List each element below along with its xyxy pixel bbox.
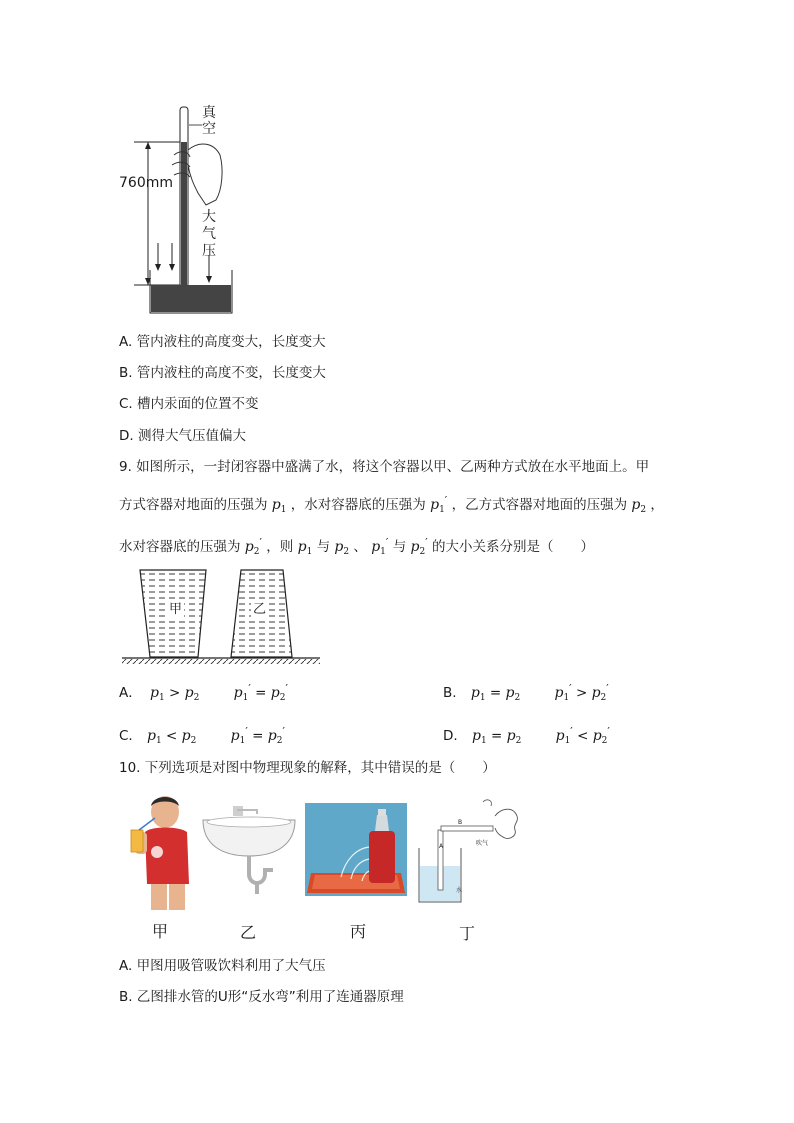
q9-option-b-rel2: > <box>575 685 588 701</box>
q8-option-d: D. 测得大气压值偏大 <box>119 428 246 444</box>
beaker-label-a: A <box>439 843 444 850</box>
q9-line2-part-d: ， <box>650 497 664 513</box>
caption-bing: 丙 <box>350 922 367 941</box>
q9-option-b: B. $p_1 = p_2$ $p_1' > p_2'$ <box>443 682 609 703</box>
q9-p1: $p_1$ <box>271 497 287 515</box>
q9-option-d-label: D. <box>443 728 458 744</box>
height-label: 760mm <box>119 175 173 191</box>
container-label-jia: 甲 <box>169 602 183 617</box>
caption-ding: 丁 <box>459 924 476 943</box>
q9-line3-part-e: 与 <box>392 539 407 555</box>
beaker-label-blow: 吹气 <box>476 840 489 847</box>
q9-line2-part-a: 方式容器对地面的压强为 <box>119 497 268 513</box>
q9-option-b-label: B. <box>443 685 457 701</box>
q9-p1-b: $p_1$ <box>297 539 313 557</box>
q9-line2-part-b: ，水对容器底的压强为 <box>290 497 426 513</box>
q10-option-b: B. 乙图排水管的U形“反水弯”利用了连通器原理 <box>119 989 404 1005</box>
atm-label-3: 压 <box>202 243 216 259</box>
q9-option-c-rel2: = <box>252 728 264 744</box>
atm-label-1: 大 <box>202 209 216 225</box>
q8-option-b: B. 管内液柱的高度不变，长度变大 <box>119 365 326 381</box>
q9-line2 <box>119 492 664 519</box>
child-drinking-image <box>125 792 193 912</box>
q9-option-d-rel1: = <box>490 728 503 744</box>
bottle-photo <box>305 803 407 896</box>
q9-p2: $p_2$ <box>631 497 647 515</box>
beaker-label-b: B <box>458 819 463 826</box>
sink-image <box>199 804 299 896</box>
beaker-figure <box>413 794 523 906</box>
q9-option-d: D. $p_1 = p_2$ $p_1' < p_2'$ <box>443 725 610 746</box>
q9-line3-part-c: 与 <box>316 539 331 555</box>
q8-option-c: C. 槽内汞面的位置不变 <box>119 396 259 412</box>
q9-option-c: C. $p_1 < p_2$ $p_1' = p_2'$ <box>119 725 285 746</box>
caption-yi: 乙 <box>240 923 257 942</box>
q9-line3-part-a: 水对容器底的压强为 <box>119 539 241 555</box>
container-label-yi: 乙 <box>253 602 267 617</box>
q9-p1-prime-b: $p_1'$ <box>371 536 389 557</box>
barometer-figure <box>110 95 250 320</box>
containers-figure <box>118 565 323 665</box>
q9-p1-prime: $p_1'$ <box>430 494 448 515</box>
caption-jia: 甲 <box>152 922 169 941</box>
beaker-label-water: 水 <box>456 887 463 894</box>
q9-line3-part-b: ，则 <box>266 539 294 555</box>
q9-option-b-rel1: = <box>489 685 502 701</box>
q9-option-a: A． $p_1 > p_2$ $p_1' = p_2'$ <box>119 682 288 703</box>
q9-line2-part-c: ，乙方式容器对地面的压强为 <box>451 497 628 513</box>
q9-option-a-label: A． <box>119 685 142 701</box>
q9-option-c-label: C. <box>119 728 133 744</box>
q9-option-a-rel2: = <box>255 685 267 701</box>
q10-option-a: A. 甲图用吸管吸饮料利用了大气压 <box>119 958 326 974</box>
q9-p2-b: $p_2$ <box>334 539 350 557</box>
q9-line3-part-d: 、 <box>353 539 367 555</box>
q8-option-a: A. 管内液柱的高度变大，长度变大 <box>119 334 326 350</box>
vacuum-label-2: 空 <box>202 121 216 137</box>
q9-line3-part-f: 的大小关系分别是（ ） <box>431 539 594 555</box>
q9-line1: 9. 如图所示，一封闭容器中盛满了水，将这个容器以甲、乙两种方式放在水平地面上。甲 <box>119 459 650 475</box>
atm-label-2: 气 <box>202 226 216 242</box>
q9-option-a-rel1: > <box>169 685 181 701</box>
vacuum-label-1: 真 <box>202 105 216 121</box>
q9-line3 <box>119 534 594 561</box>
q9-option-c-rel1: < <box>166 728 178 744</box>
q9-p2-prime: $p_2'$ <box>244 536 262 557</box>
q10-stem: 10. 下列选项是对图中物理现象的解释，其中错误的是（ ） <box>119 760 496 776</box>
q9-p2-prime-b: $p_2'$ <box>410 536 428 557</box>
q9-option-d-rel2: < <box>577 728 589 744</box>
